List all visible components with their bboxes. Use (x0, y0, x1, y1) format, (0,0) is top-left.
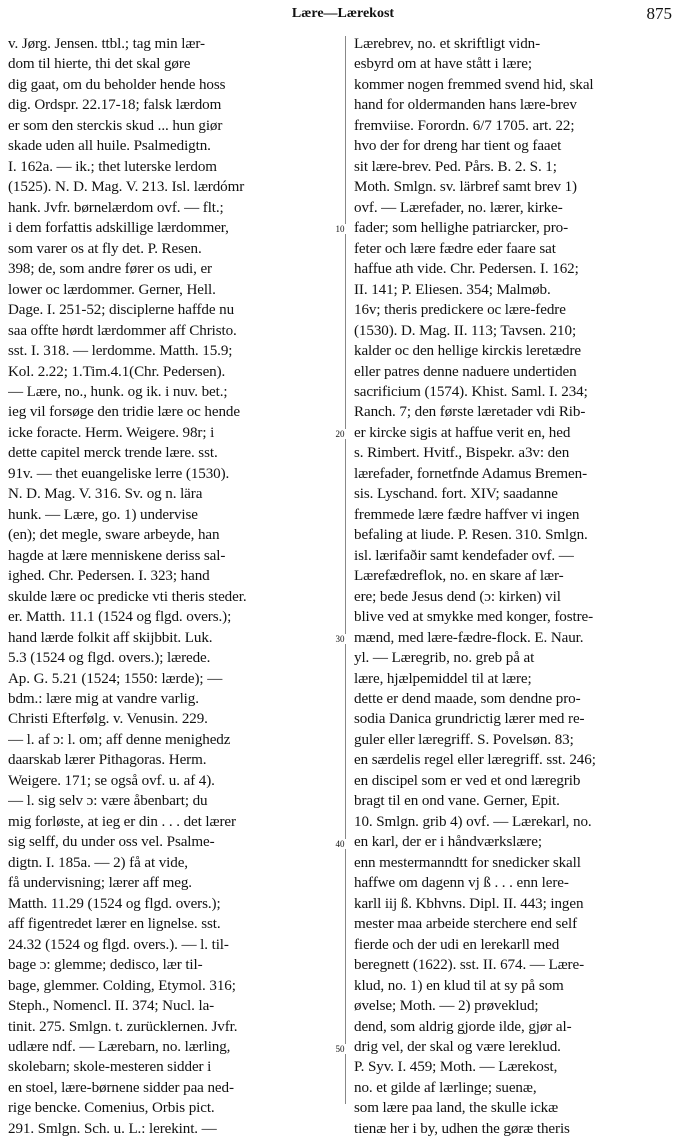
text-line: hagde at lære menniskene deriss sal- (8, 547, 226, 564)
text-line: 5.3 (1524 og flgd. overs.); lærede. (8, 650, 211, 667)
text-line: Christi Efterfølg. v. Venusin. 229. (8, 711, 208, 728)
text-line: guler eller læregriff. S. Povelsøn. 83; (354, 731, 574, 748)
text-line: tienæ her i by, udhen the gøræ theris (354, 1120, 570, 1137)
text-line: icke foracte. Herm. Weigere. 98r; i (8, 424, 215, 441)
text-line: N. D. Mag. V. 316. Sv. og n. lära (8, 486, 203, 503)
text-line: Matth. 11.29 (1524 og flgd. overs.); (8, 895, 221, 912)
text-line: haffwe om dagenn vj ß . . . enn lere- (354, 875, 569, 892)
margin-line-number: 10 (332, 224, 348, 234)
text-line: fierde och der udi en lerekarll med (354, 936, 560, 953)
text-line: er som den sterckis skud ... hun giør (8, 117, 223, 134)
text-line: skade uden all huile. Psalmedigtn. (8, 138, 211, 155)
text-line: yl. — Læregrib, no. greb på at (354, 650, 535, 667)
text-line: mænd, med lære-fædre-flock. E. Naur. (354, 629, 584, 646)
text-line: Ranch. 7; den første læretader vdi Rib- (354, 404, 586, 421)
text-line: rige bencke. Comenius, Orbis pict. (8, 1100, 215, 1117)
text-line: v. Jørg. Jensen. ttbl.; tag min lær- (8, 36, 205, 52)
text-line: haffue ath vide. Chr. Pedersen. I. 162; (354, 261, 579, 278)
text-line: bdm.: lære mig at vandre varlig. (8, 691, 199, 707)
text-line: — Lære, no., hunk. og ik. i nuv. bet.; (8, 383, 228, 400)
text-line: dig. Ordspr. 22.17-18; falsk lærdom (8, 97, 222, 114)
text-line: ieg vil forsøge den tridie lære oc hende (8, 404, 240, 421)
text-line: dette er dend maade, som dendne pro- (354, 691, 581, 707)
text-line: en stoel, lære-børnene sidder paa ned- (8, 1079, 234, 1096)
text-line: eller patres denne naduere undertiden (354, 363, 577, 380)
text-line: som lære paa land, the skulle ickæ (354, 1100, 559, 1117)
text-line: ere; bede Jesus dend (ɔ: kirken) vil (354, 588, 561, 605)
text-line: sacrificium (1574). Khist. Saml. I. 234; (354, 383, 588, 400)
text-line: Ap. G. 5.21 (1524; 1550: lærde); — (8, 670, 223, 687)
text-line: er kircke sigis at haffue verit en, hed (354, 424, 571, 441)
text-line: 24.32 (1524 og flgd. overs.). — l. til- (8, 936, 229, 953)
text-line: (1525). N. D. Mag. V. 213. Isl. lærdómr (8, 179, 245, 196)
right-column (354, 34, 674, 1139)
text-line: Moth. Smlgn. sv. lärbref samt brev 1) (354, 179, 577, 196)
text-line: Lærefædreflok, no. en skare af lær- (354, 568, 564, 585)
text-line: en særdelis regel eller læregriff. sst. 246; (354, 752, 596, 769)
text-line: daarskab lærer Pithagoras. Herm. (8, 752, 207, 769)
text-line: 398; de, som andre fører os udi, er (8, 261, 212, 278)
text-line: 16v; theris predickere oc lære-fedre (354, 302, 566, 319)
text-line: P. Syv. I. 459; Moth. — Lærekost, (354, 1059, 558, 1076)
page-header (0, 4, 686, 28)
text-line: udlære ndf. — Lærebarn, no. lærling, (8, 1038, 231, 1055)
text-line: som varer os at fly det. P. Resen. (8, 240, 202, 257)
text-line: fremviise. Forordn. 6/7 1705. art. 22; (354, 117, 575, 134)
text-line: 10. Smlgn. grib 4) ovf. — Lærekarl, no. (354, 813, 592, 830)
text-line: saa offte hørdt lærdommer aff Christo. (8, 322, 237, 339)
margin-line-number: 20 (332, 429, 348, 439)
text-line: aff figentredet lærer en lignelse. sst. (8, 916, 221, 933)
text-line: dend, som aldrig gjorde ilde, gjør al- (354, 1018, 572, 1035)
text-line: digtn. I. 185a. — 2) få at vide, (8, 854, 188, 871)
text-line: sst. I. 318. — lerdomme. Matth. 15.9; (8, 343, 233, 360)
text-line: sodia Danica grundrictig lærer med re- (354, 711, 585, 728)
text-line: i dem forfattis adskillige lærdommer, (8, 220, 229, 237)
text-line: — l. af ɔ: l. om; aff denne menighedz (8, 731, 231, 748)
text-line: hand lærde folkit aff skijbbit. Luk. (8, 629, 213, 646)
text-line: lower oc lærdommer. Gerner, Hell. (8, 281, 216, 298)
text-line: bage ɔ: glemme; dedisco, lær til- (8, 957, 203, 974)
running-title: Lære—Lærekost (291, 6, 395, 21)
text-line: fader; som hellighe patriarcker, pro- (354, 220, 569, 237)
text-line: sit lære-brev. Ped. Pårs. B. 2. S. 1; (354, 158, 557, 175)
text-line: isl. lærifaðir samt kendefader ovf. — (354, 547, 574, 564)
text-line: hvo der for dreng har tient og faaet (354, 138, 562, 155)
text-line: Dage. I. 251-52; disciplerne haffde nu (8, 302, 235, 319)
text-line: (1530). D. Mag. II. 113; Tavsen. 210; (354, 322, 577, 339)
text-line: tinit. 275. Smlgn. t. zurücklernen. Jvfr. (8, 1018, 238, 1035)
text-line: enn mestermanndtt for snedicker skall (354, 854, 581, 871)
column-divider (345, 36, 346, 1104)
text-line: hunk. — Lære, go. 1) undervise (8, 506, 198, 523)
left-column (8, 34, 340, 1139)
text-line: ovf. — Lærefader, no. lærer, kirke- (354, 199, 563, 216)
text-line: en discipel som er ved et ond læregrib (354, 772, 581, 789)
text-line: lære, hjælpemiddel til at lære; (354, 670, 532, 687)
page-number: 875 (646, 4, 672, 23)
text-line: sig selff, du under oss vel. Psalme- (8, 834, 215, 851)
text-line: beregnett (1622). sst. II. 674. — Lære- (354, 957, 584, 974)
text-line: skulde lære oc predicke vti theris steder. (8, 588, 247, 605)
text-line: I. 162a. — ik.; thet luterske lerdom (8, 158, 217, 175)
text-line: befaling at liude. P. Resen. 310. Smlgn. (354, 527, 588, 544)
text-line: Lærebrev, no. et skriftligt vidn- (354, 36, 541, 52)
text-line: Steph., Nomencl. II. 374; Nucl. la- (8, 998, 215, 1015)
text-line: 291. Smlgn. Sch. u. L.: lerekint. — (8, 1120, 217, 1137)
text-line: øvelse; Moth. — 2) prøveklud; (354, 998, 539, 1015)
text-line: bage, glemmer. Colding, Etymol. 316; (8, 977, 236, 994)
text-line: hand for oldermanden hans lære-brev (354, 97, 577, 114)
text-line: karll iij ß. Kbhvns. Dipl. II. 443; ingen (354, 895, 584, 912)
text-line: fremmede lære fædre haffver vi ingen (354, 506, 580, 523)
text-line: ighed. Chr. Pedersen. I. 323; hand (8, 568, 210, 585)
text-line: blive ved at smykke med konger, fostre- (354, 609, 594, 626)
text-line: kommer nogen fremmed svend hid, skal (354, 76, 594, 93)
text-line: mester maa arbeide sterchere end self (354, 916, 578, 933)
text-line: s. Rimbert. Hvitf., Bispekr. a3v: den (354, 445, 570, 462)
text-line: er. Matth. 11.1 (1524 og flgd. overs.); (8, 609, 232, 626)
margin-line-number: 40 (332, 839, 348, 849)
text-line: hank. Jvfr. børnelærdom ovf. — flt.; (8, 199, 224, 216)
text-line: Weigere. 171; se også ovf. u. af 4). (8, 772, 215, 789)
margin-line-number: 30 (332, 634, 348, 644)
text-line: feter och lære fædre eder faare sat (354, 240, 556, 257)
text-line: dette capitel merck trende lære. sst. (8, 445, 218, 462)
text-line: klud, no. 1) en klud til at sy på som (354, 977, 564, 994)
text-line: 91v. — thet euangeliske lerre (1530). (8, 465, 230, 482)
text-line: no. et gilde af lærlinge; suenæ, (354, 1079, 537, 1096)
text-line: dig gaat, om du beholder hende hoss (8, 76, 226, 93)
text-line: — l. sig selv ɔ: være åbenbart; du (8, 793, 208, 810)
text-line: II. 141; P. Eliesen. 354; Malmøb. (354, 281, 551, 298)
text-line: få undervisning; lærer aff meg. (8, 875, 192, 892)
text-line: esbyrd om at have stått i lære; (354, 56, 532, 73)
text-line: mig forløste, at ieg er din . . . det lærer (8, 813, 236, 830)
text-line: Kol. 2.22; 1.Tim.4.1(Chr. Pedersen). (8, 363, 226, 380)
text-line: (en); det megle, sware arbeyde, han (8, 527, 220, 544)
text-line: en karl, der er i håndværkslære; (354, 834, 542, 851)
text-line: drig vel, der skal og være lereklud. (354, 1038, 561, 1055)
text-line: dom til hierte, thi det skal gøre (8, 56, 191, 73)
text-line: skolebarn; skole-mesteren sidder i (8, 1059, 212, 1076)
text-line: sis. Lyschand. fort. XIV; saadanne (354, 486, 558, 503)
text-line: lærefader, fornetfnde Adamus Bremen- (354, 465, 588, 482)
margin-line-number: 50 (332, 1044, 348, 1054)
text-line: kalder oc den hellige kirckis leretædre (354, 343, 582, 360)
text-line: bragt til en ond vane. Gerner, Epit. (354, 793, 560, 810)
